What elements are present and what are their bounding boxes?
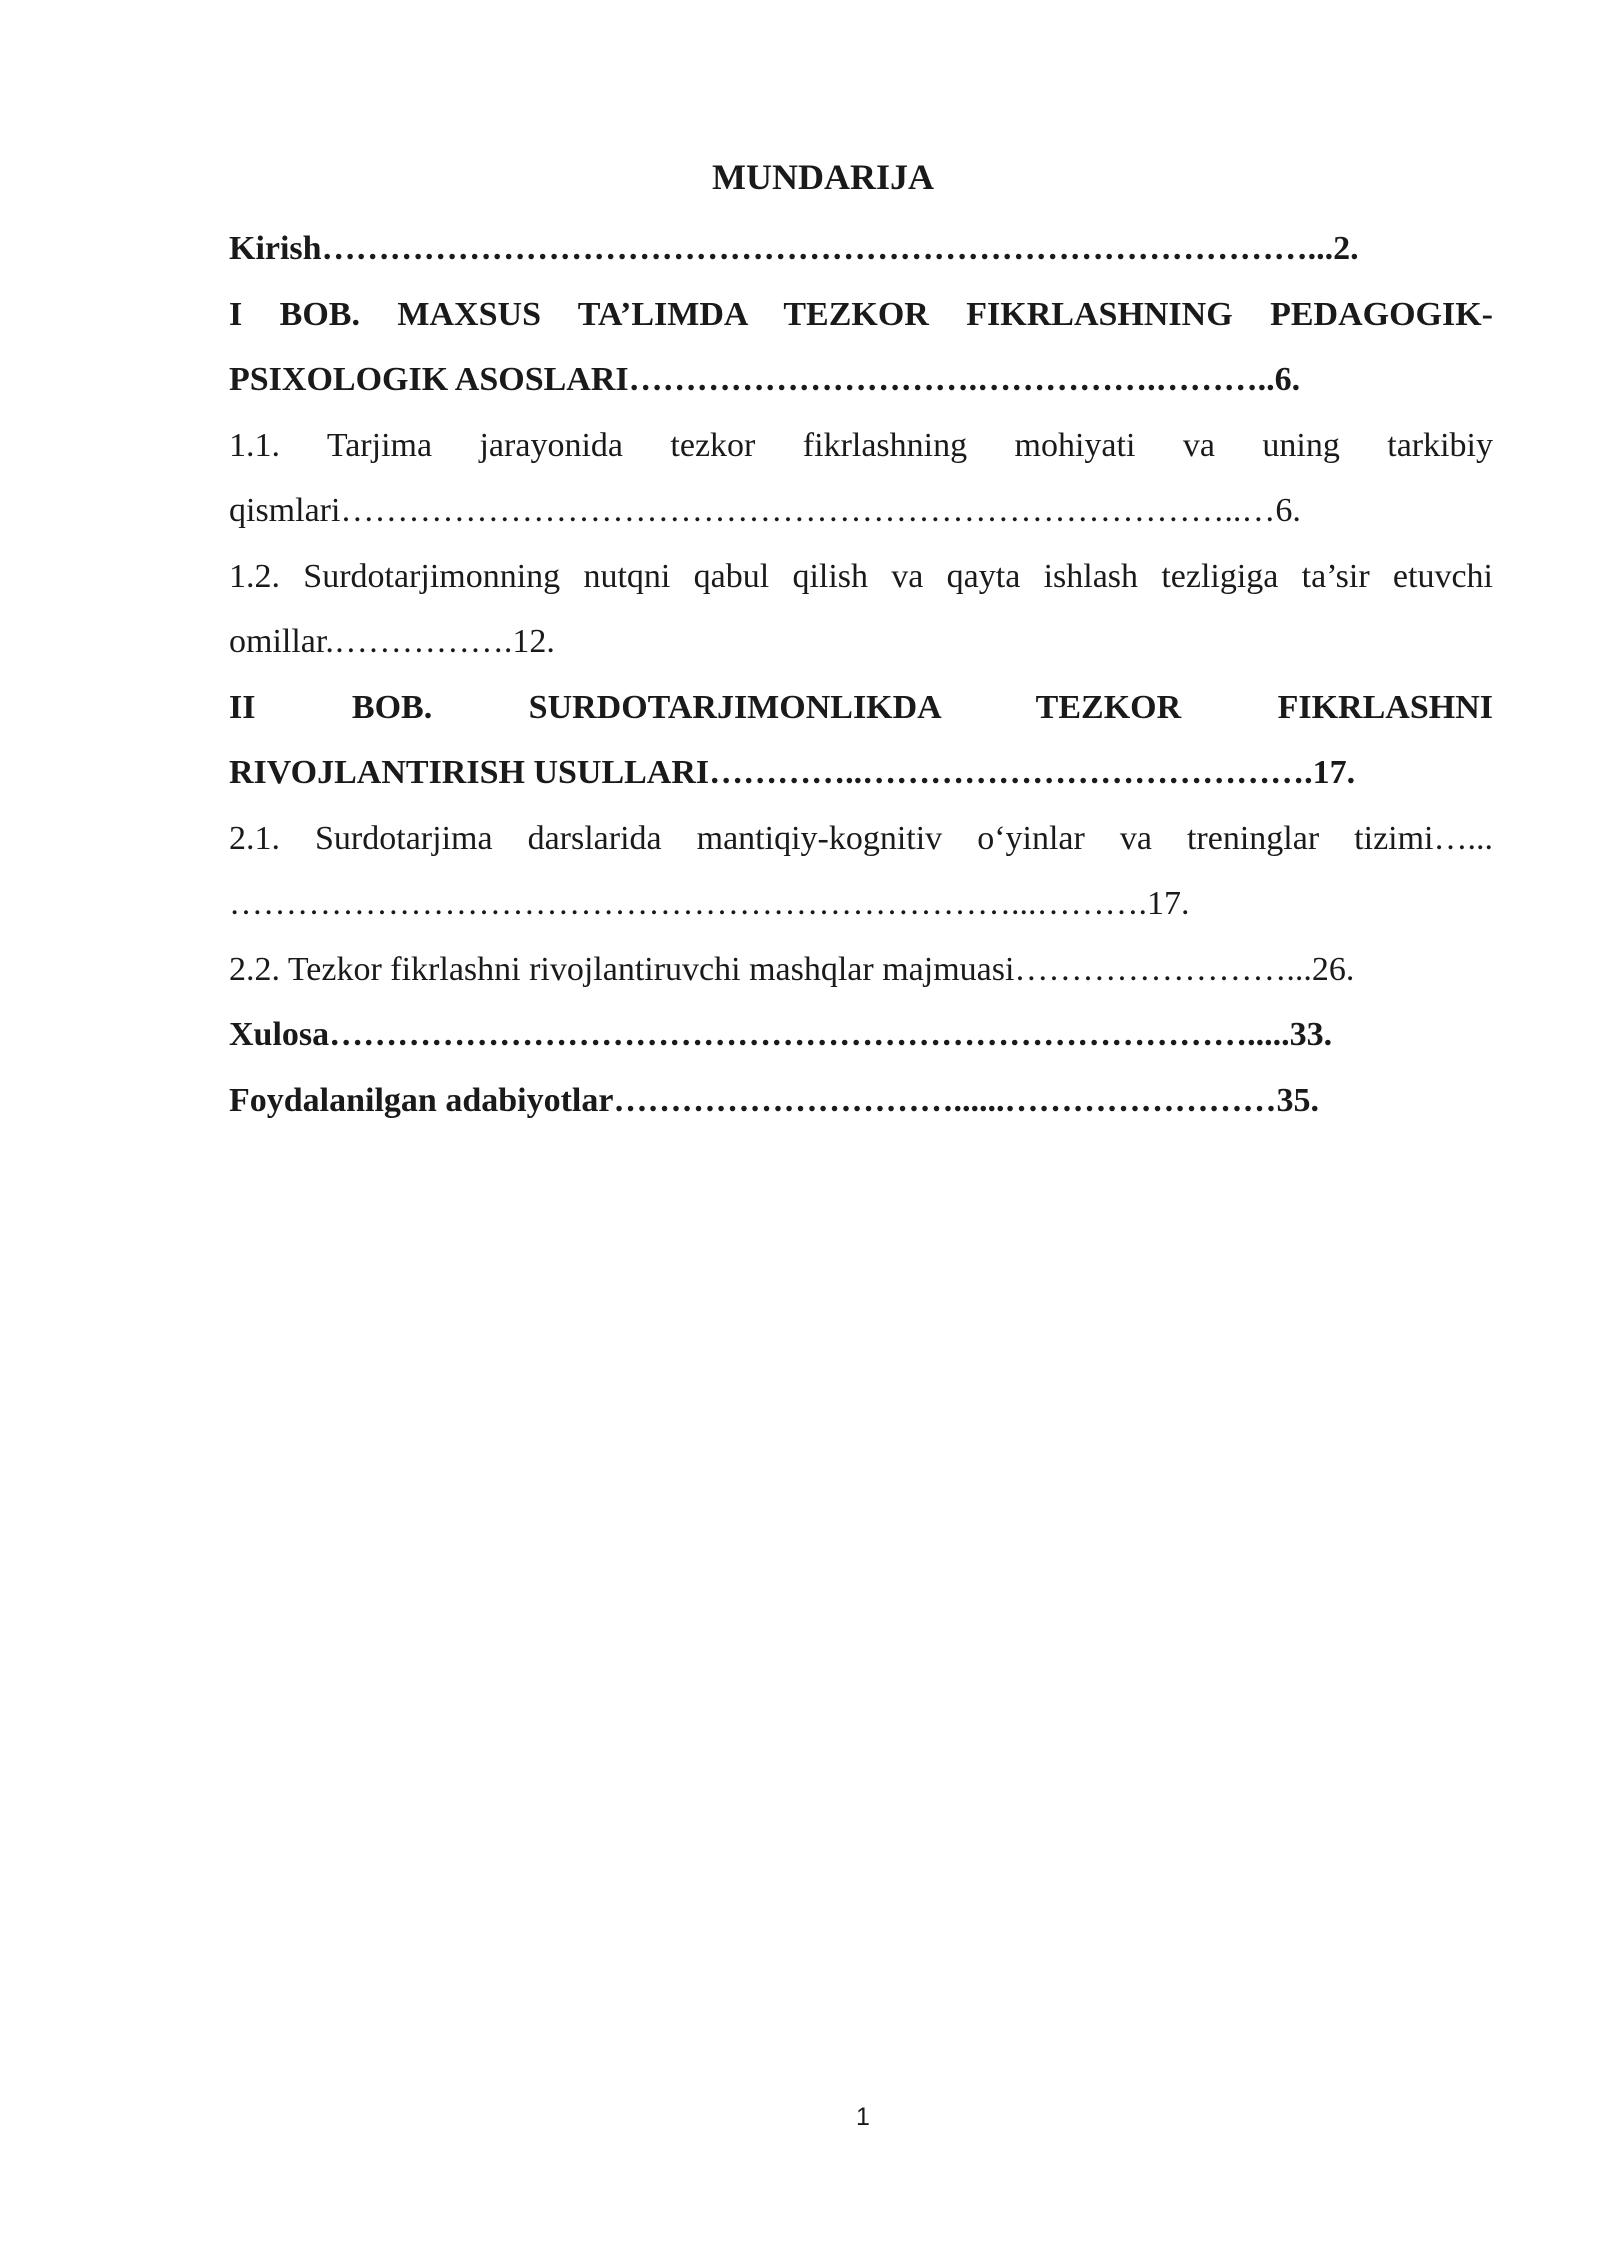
toc-entry-kirish: Kirish……………………………………………………………………………...2. bbox=[229, 230, 1359, 267]
page-title: MUNDARIJA bbox=[712, 157, 934, 197]
toc-entry-section-2-1: 2.1. Surdotarjima darslarida mantiqiy-kognitiv o‘yinlar va treninglar tizimi…... bbox=[229, 819, 1493, 857]
toc-entry-section-1-2-cont: omillar.…………….12. bbox=[229, 623, 555, 660]
toc-entry-xulosa: Xulosa……………………………………………………………………….....33. bbox=[229, 1016, 1333, 1053]
toc-entry-section-1-2: 1.2. Surdotarjimonning nutqni qabul qilish va qayta ishlash tezligiga ta’sir etuvchi bbox=[229, 557, 1493, 595]
table-of-contents bbox=[229, 216, 1493, 1133]
page-number: 1 bbox=[856, 2103, 870, 2131]
toc-entry-section-1-1-cont: qismlari……………………………………………………………………..…6. bbox=[229, 492, 1301, 529]
toc-entry-section-2-1-cont: ……………………………………………………………...……….17. bbox=[229, 885, 1190, 922]
toc-entry-section-2-2: 2.2. Tezkor fikrlashni rivojlantiruvchi mashqlar majmuasi……………………...26. bbox=[229, 950, 1355, 988]
toc-entry-chapter-1-cont: PSIXOLOGIK ASOSLARI………………………….…………….………..6. bbox=[229, 361, 1301, 398]
toc-entry-chapter-2-cont: RIVOJLANTIRISH USULLARI…………..………………………………….17. bbox=[229, 754, 1356, 791]
toc-entry-adabiyotlar: Foydalanilgan adabiyotlar…………………………......……………………35. bbox=[229, 1081, 1319, 1119]
toc-entry-chapter-1: I BOB. MAXSUS TA’LIMDA TEZKOR FIKRLASHNING PEDAGOGIK- bbox=[229, 295, 1493, 333]
toc-entry-section-1-1: 1.1. Tarjima jarayonida tezkor fikrlashning mohiyati va uning tarkibiy bbox=[229, 426, 1493, 464]
toc-entry-chapter-2: II BOB. SURDOTARJIMONLIKDA TEZKOR FIKRLASHNI bbox=[229, 688, 1493, 726]
